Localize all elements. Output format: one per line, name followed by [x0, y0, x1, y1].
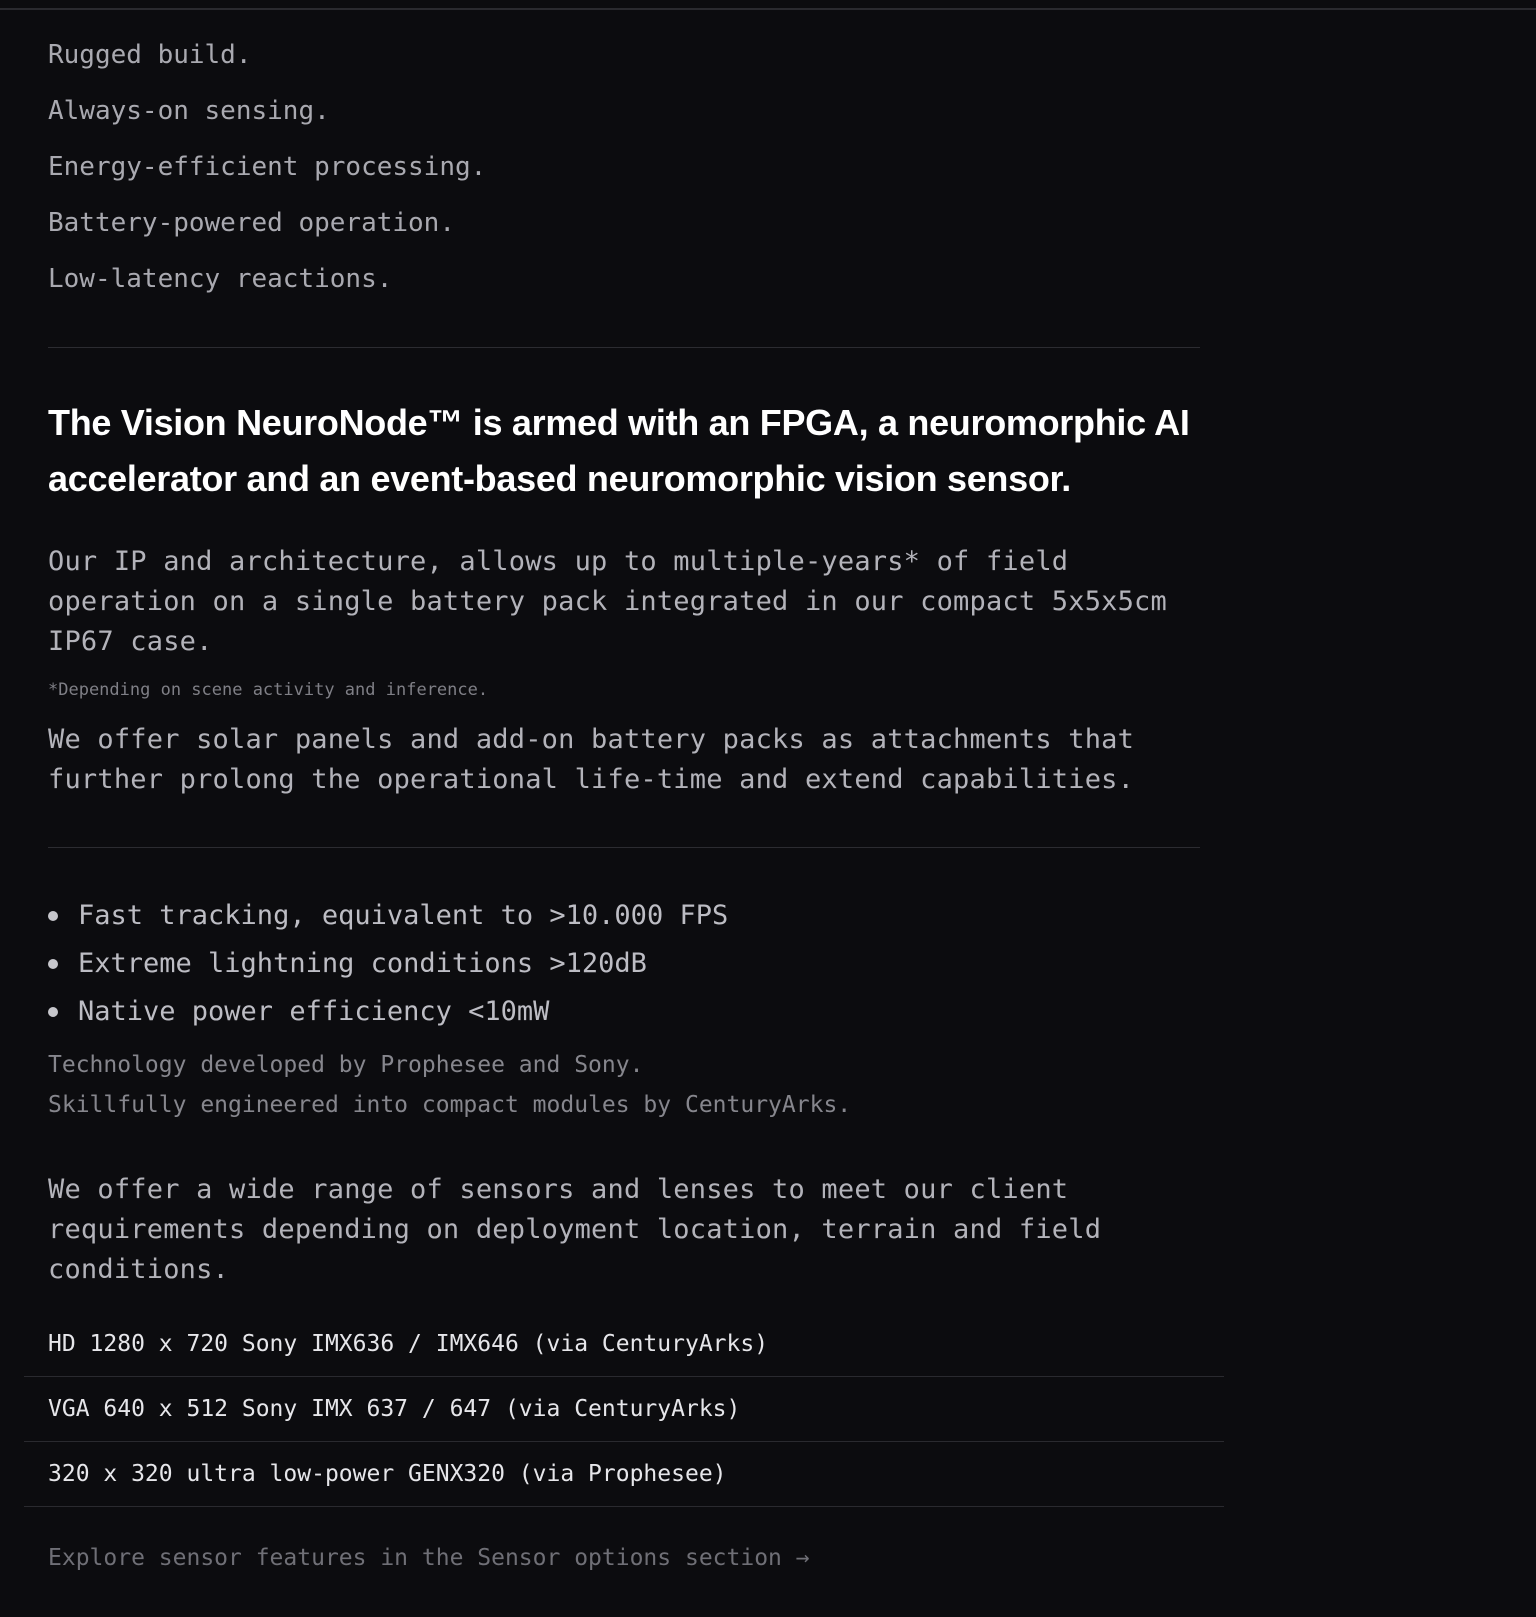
top-divider — [0, 8, 1536, 10]
attachments-paragraph: We offer solar panels and add-on battery packs as attachments that further prolong the operational life-time and extend capabilities. — [48, 724, 1135, 795]
product-headline: The Vision NeuroNode™ is armed with an FPGA, a neuromorphic AI accelerator and an event-based neuromorphic vision sensor. — [48, 402, 1190, 499]
feature-rugged: Rugged build. — [48, 40, 252, 70]
sensors-paragraph: We offer a wide range of sensors and lenses to meet our client requirements depending on deployment location, terrain and field conditions. — [48, 1174, 1102, 1285]
credit-line: Technology developed by Prophesee and Sony. — [48, 1052, 644, 1078]
intro-feature-list — [48, 27, 486, 307]
technology-credits — [48, 1045, 851, 1125]
feature-low-latency: Low-latency reactions. — [48, 264, 393, 294]
spec-text: Extreme lightning conditions >120dB — [78, 948, 647, 979]
sensor-option-genx320: 320 x 320 ultra low-power GENX320 (via Prophesee) — [24, 1442, 1224, 1507]
spec-item — [48, 892, 728, 940]
bullet-icon — [48, 959, 58, 969]
battery-paragraph: Our IP and architecture, allows up to multiple-years* of field operation on a single battery pack integrated in our compact 5x5x5cm IP67 case. — [48, 546, 1167, 657]
feature-battery-powered: Battery-powered operation. — [48, 208, 455, 238]
credit-line: Skillfully engineered into compact modules by CenturyArks. — [48, 1092, 852, 1118]
explore-sensor-options-link[interactable]: Explore sensor features in the Sensor options section → — [48, 1545, 810, 1571]
section-divider — [48, 347, 1200, 348]
feature-energy-efficient: Energy-efficient processing. — [48, 152, 487, 182]
sensor-option-list — [24, 1312, 1224, 1507]
battery-footnote: *Depending on scene activity and inference. — [48, 680, 489, 700]
spec-text: Native power efficiency <10mW — [78, 996, 550, 1027]
spec-text: Fast tracking, equivalent to >10.000 FPS — [78, 900, 729, 931]
bullet-icon — [48, 1007, 58, 1017]
spec-bullet-list — [48, 892, 728, 1036]
section-divider — [48, 847, 1200, 848]
sensor-option-hd: HD 1280 x 720 Sony IMX636 / IMX646 (via CenturyArks) — [24, 1312, 1224, 1377]
spec-item — [48, 988, 728, 1036]
spec-item — [48, 940, 728, 988]
feature-always-on: Always-on sensing. — [48, 96, 330, 126]
sensor-option-vga: VGA 640 x 512 Sony IMX 637 / 647 (via CenturyArks) — [24, 1377, 1224, 1442]
bullet-icon — [48, 911, 58, 921]
